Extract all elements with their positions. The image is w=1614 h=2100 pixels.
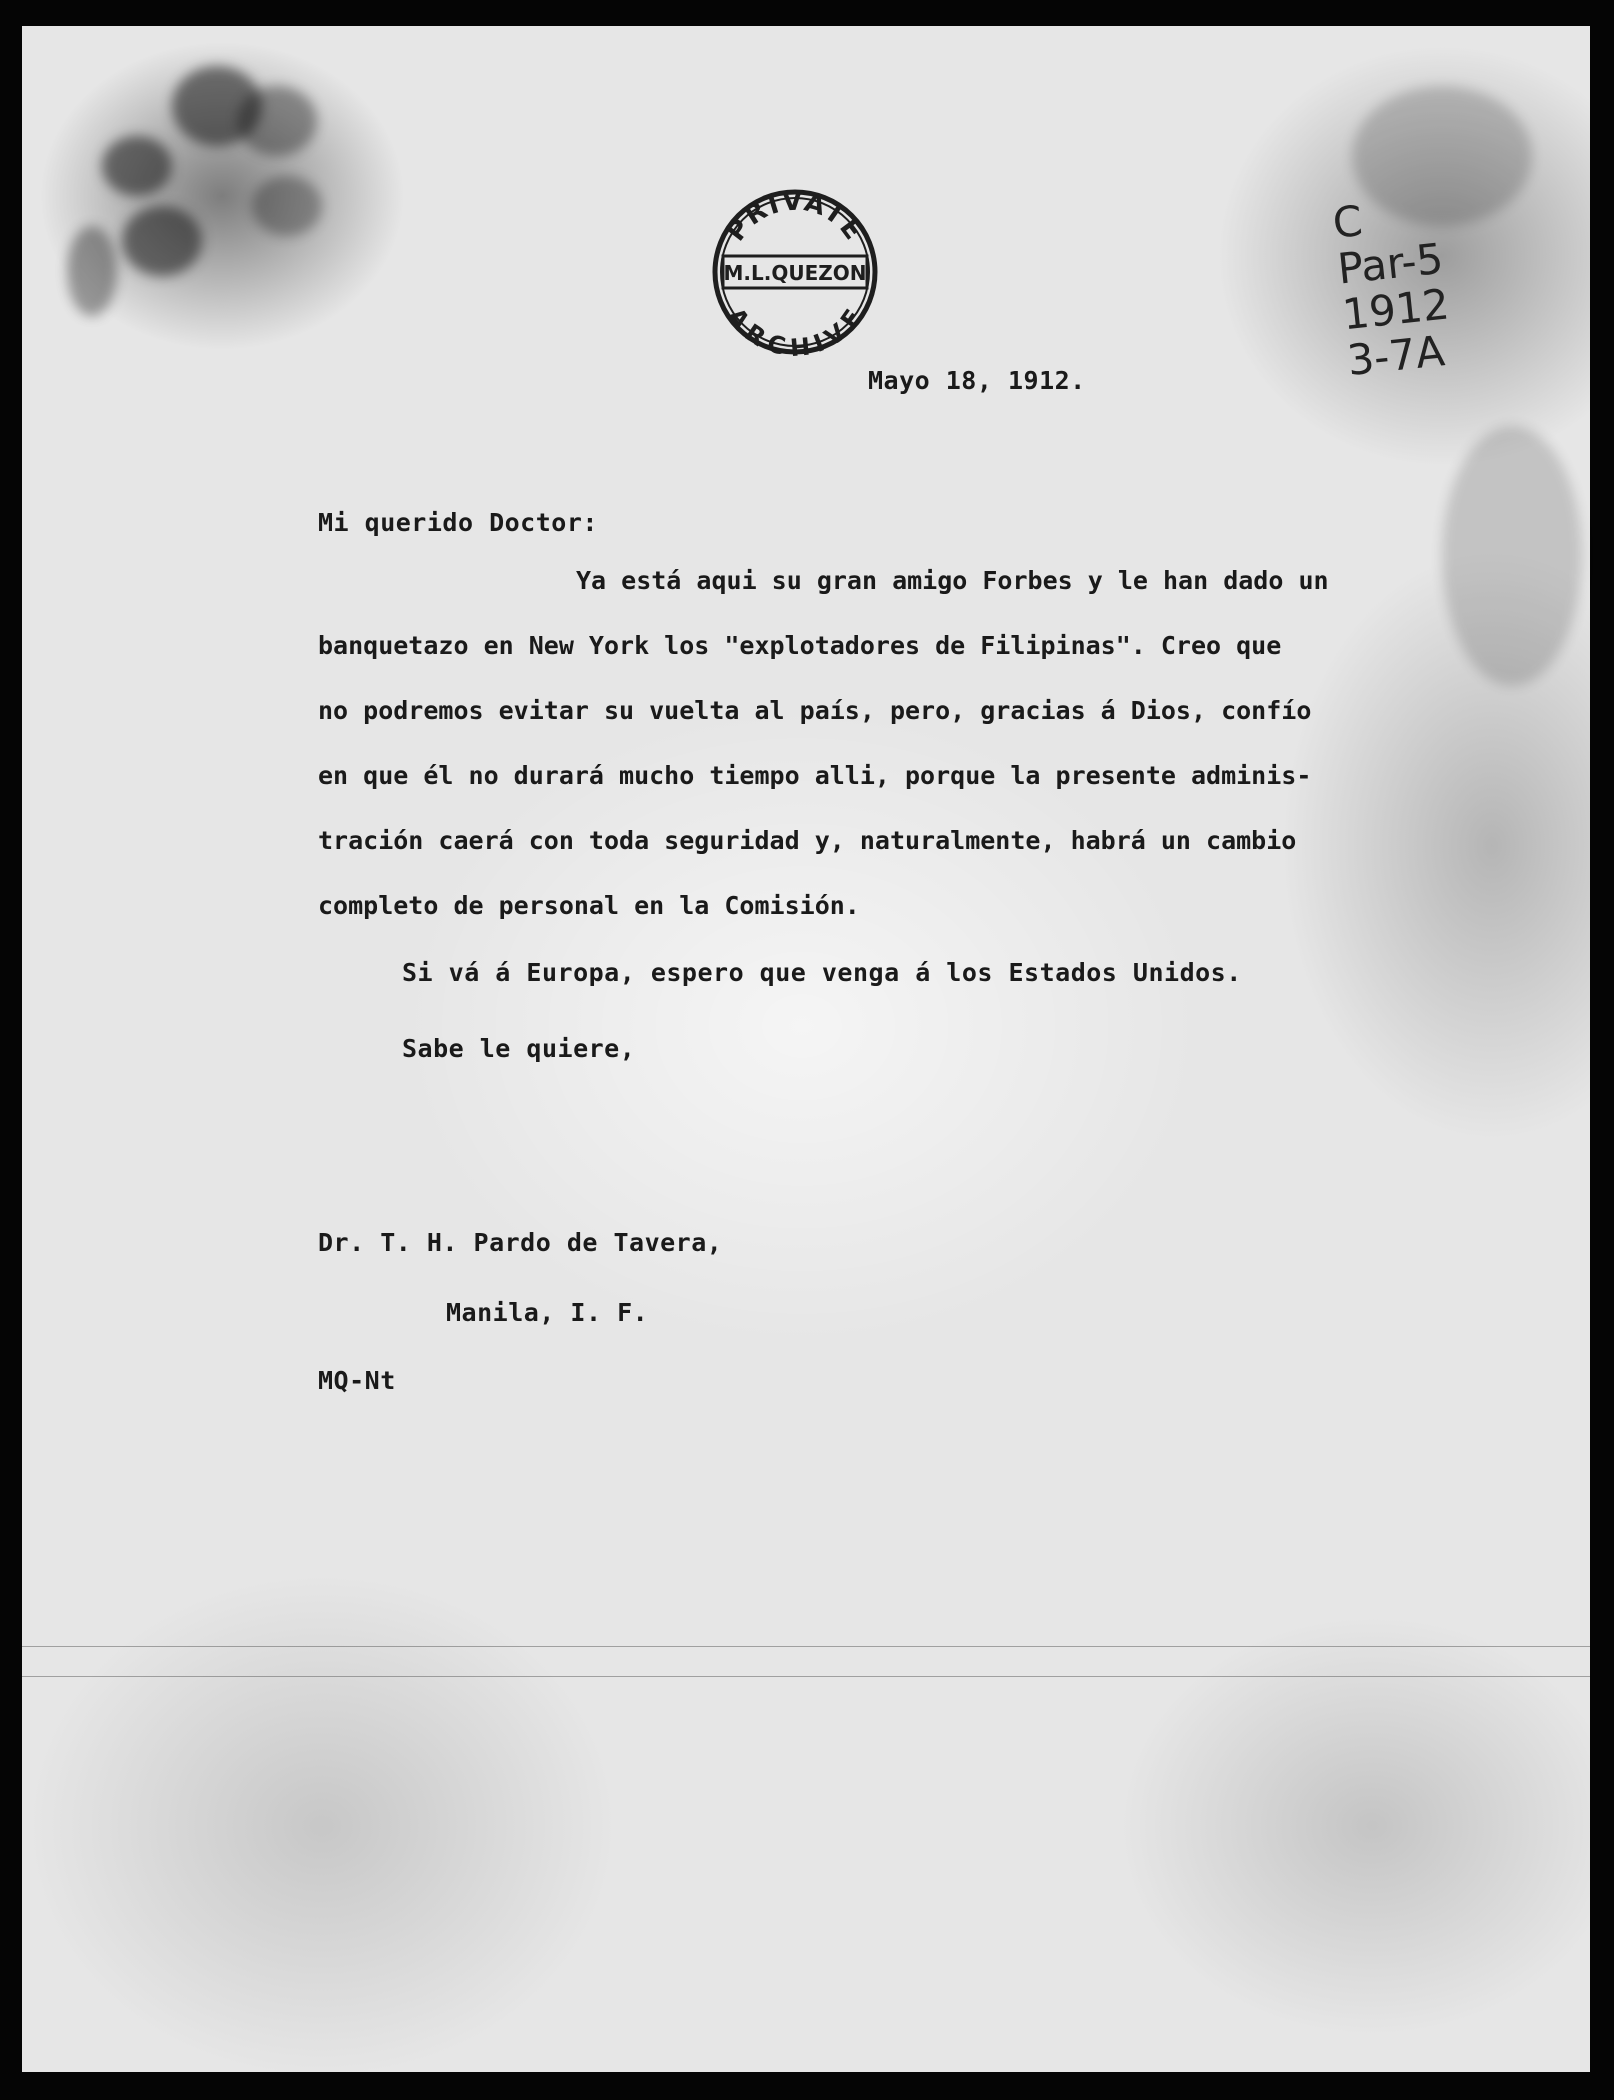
- recipient-name: Dr. T. H. Pardo de Tavera,: [318, 1228, 723, 1257]
- paragraph-line: en que él no durará mucho tiempo alli, porque la presente adminis-: [318, 761, 1312, 790]
- letter-closing-line: Si vá á Europa, espero que venga á los Estados Unidos.: [402, 958, 1242, 987]
- paragraph-line: tración caerá con toda seguridad y, naturalmente, habrá un cambio: [318, 826, 1297, 855]
- ink-stain: [67, 226, 117, 316]
- reference-initials: MQ-Nt: [318, 1366, 396, 1395]
- stamp-top-text: PRIVATE: [721, 186, 870, 248]
- letter-valediction: Sabe le quiere,: [402, 1034, 636, 1063]
- archive-stamp: [705, 180, 885, 360]
- paragraph-line: completo de personal en la Comisión.: [318, 891, 860, 920]
- handnote-line: 3-7A: [1344, 326, 1447, 386]
- paragraph-line: Ya está aqui su gran amigo Forbes y le han dado un: [576, 566, 1329, 595]
- paragraph-line: no podremos evitar su vuelta al país, pero, gracias á Dios, confío: [318, 696, 1312, 725]
- letter-body-paragraph: [318, 548, 1398, 938]
- ink-stain: [1442, 426, 1582, 686]
- handnote-line: Par-5: [1335, 233, 1446, 294]
- scan-rule: [22, 1646, 1590, 1647]
- ink-stain: [122, 206, 202, 276]
- recipient-location: Manila, I. F.: [446, 1298, 649, 1327]
- ink-stain: [252, 176, 322, 236]
- letter-salutation: Mi querido Doctor:: [318, 508, 598, 537]
- ink-stain: [102, 136, 172, 196]
- letter-date: Mayo 18, 1912.: [868, 366, 1086, 395]
- ink-stain: [237, 86, 317, 156]
- scan-rule: [22, 1676, 1590, 1677]
- stamp-center-text: M.L.QUEZON: [723, 261, 867, 285]
- handwritten-note: [1331, 190, 1457, 384]
- stamp-bottom-text: ARCHIVE: [721, 302, 869, 360]
- handnote-line: C: [1330, 196, 1365, 248]
- paragraph-line: banquetazo en New York los "explotadores de Filipinas". Creo que: [318, 631, 1282, 660]
- handnote-line: 1912: [1340, 279, 1452, 340]
